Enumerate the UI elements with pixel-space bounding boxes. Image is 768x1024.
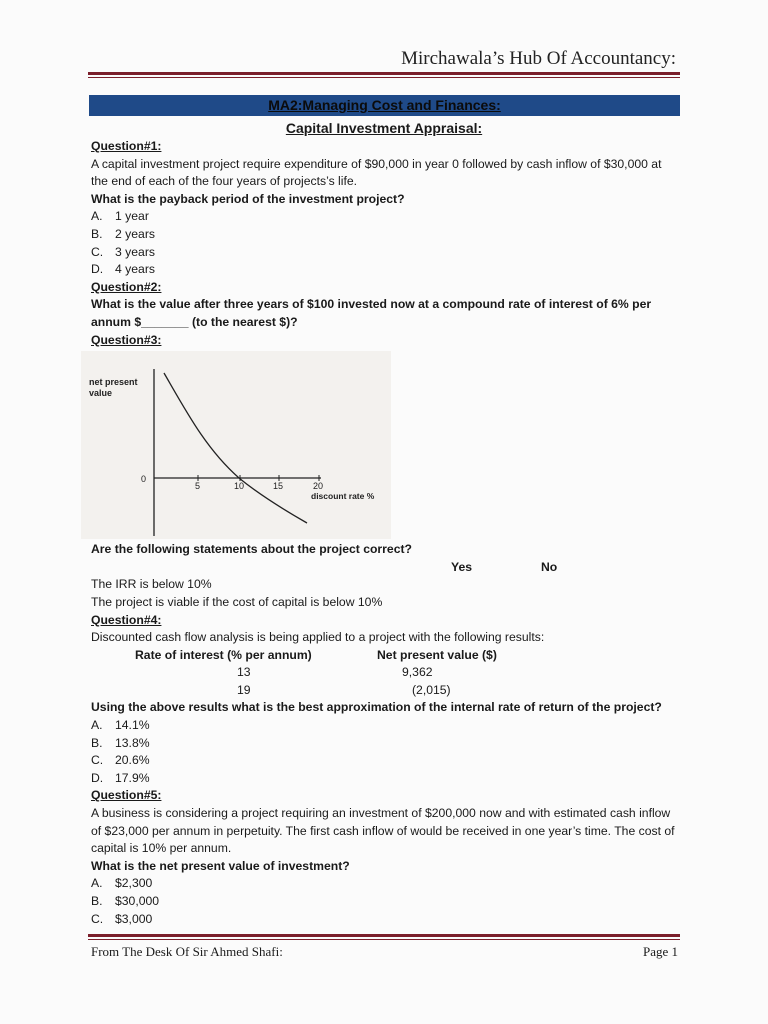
- course-banner: [89, 95, 680, 116]
- q1-option-c: C. 3 years: [91, 244, 155, 259]
- q4-row1-rate: 13: [237, 665, 251, 680]
- q4-heading: Question#4:: [91, 612, 162, 627]
- header-rule: [88, 72, 680, 78]
- q1-option-a: A. 1 year: [91, 209, 149, 224]
- q1-option-d: D. 4 years: [91, 262, 155, 277]
- q1-option-b: B. 2 years: [91, 226, 155, 241]
- graph-tick-label-15: 15: [273, 481, 284, 492]
- q2-ask: What is the value after three years of $100 invested now at a compound rate of interest of 6% per annum $_______ (to the nearest $)?: [91, 297, 652, 329]
- q4-table-header: [91, 647, 681, 665]
- q1-options: [91, 208, 681, 278]
- q3-yes-no-header: [91, 559, 681, 577]
- q3-statement-2: The project is viable if the cost of capital is below 10%: [91, 594, 383, 609]
- q4-row1-npv: 9,362: [402, 665, 433, 680]
- q3-heading: Question#3:: [91, 332, 162, 347]
- graph-ylabel-2: value: [89, 388, 113, 399]
- graph-zero-label: 0: [141, 474, 147, 485]
- q4-option-d: D. 17.9%: [91, 770, 150, 785]
- q4-col-rate: Rate of interest (% per annum): [135, 647, 312, 662]
- q3-statement-1: The IRR is below 10%: [91, 577, 212, 592]
- q4-option-a: A. 14.1%: [91, 718, 150, 733]
- q4-text: Discounted cash flow analysis is being applied to a project with the following results:: [91, 630, 545, 645]
- q5-text: A business is considering a project requiring an investment of $200,000 now and with estimated cash inflow of $23,000 per annum in perpetuity. The first cash inflow of would be received in one year’s time. The cost of capital is 10% per annum.: [91, 806, 675, 856]
- q4-row2-npv: (2,015): [412, 682, 451, 697]
- q3-ask: Are the following statements about the project correct?: [91, 542, 412, 557]
- q5-option-c: C. $3,000: [91, 911, 153, 926]
- graph-xlabel: discount rate %: [311, 491, 375, 502]
- table-row: [91, 682, 681, 700]
- no-label: No: [541, 559, 558, 574]
- yes-label: Yes: [451, 559, 473, 574]
- content: [91, 138, 681, 928]
- footer-author: From The Desk Of Sir Ahmed Shafi:: [91, 944, 283, 959]
- npv-graph: [81, 351, 681, 539]
- q5-options: [91, 875, 681, 928]
- q5-heading: Question#5:: [91, 788, 162, 803]
- header-title: Mirchawala’s Hub Of Accountancy:: [401, 48, 676, 69]
- graph-ylabel-1: net present: [89, 377, 138, 388]
- table-row: [91, 664, 681, 682]
- graph-tick-label-20: 20: [313, 481, 324, 492]
- page-number: Page 1: [642, 944, 678, 959]
- q1-text: A capital investment project require expenditure of $90,000 in year 0 followed by cash inflow of $30,000 at the end of each of the four years of projects’s life.: [91, 156, 662, 189]
- footer-rule: [88, 934, 680, 940]
- q5-option-a: A. $2,300: [91, 876, 153, 891]
- q4-options: [91, 717, 681, 787]
- npv-graph-svg: [81, 351, 401, 539]
- q5-ask: What is the net present value of investment?: [91, 858, 350, 873]
- q1-heading: Question#1:: [91, 139, 162, 153]
- q5-option-b: B. $30,000: [91, 894, 160, 908]
- page-subtitle: Capital Investment Appraisal:: [285, 120, 483, 136]
- q1-ask: What is the payback period of the investment project?: [91, 191, 405, 206]
- q2-heading: Question#2:: [91, 279, 162, 294]
- graph-tick-label-10: 10: [234, 481, 245, 492]
- q4-option-b: B. 13.8%: [91, 735, 150, 750]
- q4-ask: Using the above results what is the best approximation of the internal rate of return of the project?: [91, 700, 662, 715]
- q4-col-npv: Net present value ($): [377, 647, 497, 662]
- graph-tick-label-5: 5: [195, 481, 201, 492]
- banner-title: MA2:Managing Cost and Finances:: [268, 97, 501, 113]
- q4-row2-rate: 19: [237, 682, 251, 697]
- q4-option-c: C. 20.6%: [91, 753, 150, 768]
